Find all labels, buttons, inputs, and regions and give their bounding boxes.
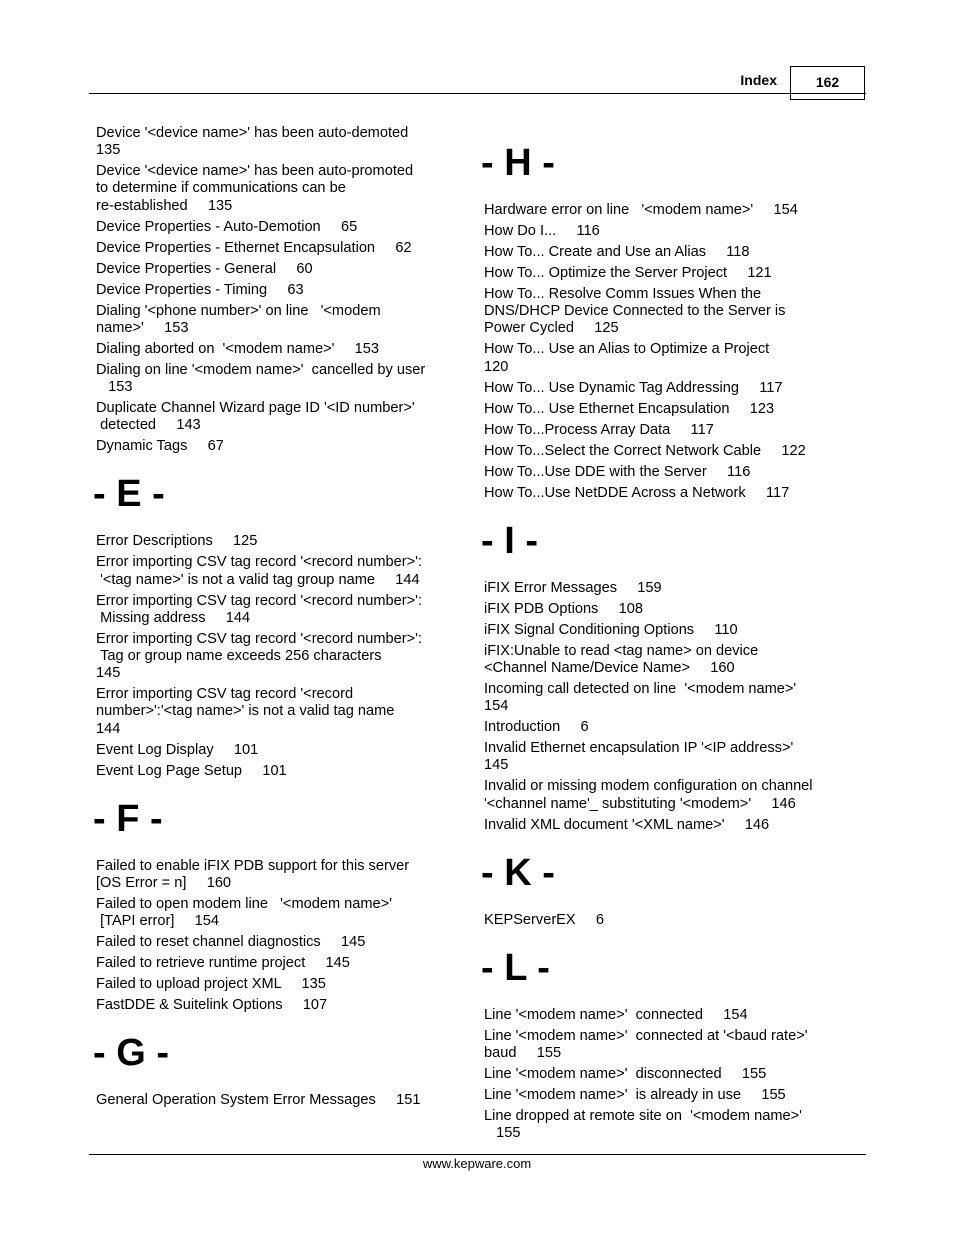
index-entry: Line '<modem name>' connected 154	[484, 1007, 748, 1024]
index-entry: Device Properties - Auto-Demotion 65	[96, 218, 358, 235]
index-entry: How To... Create and Use an Alias 118	[484, 244, 750, 260]
index-entry: Error importing CSV tag record '<record number>': Tag or group name exceeds 256 characters 145	[96, 630, 422, 682]
index-entry: Invalid or missing modem configuration on channel '<channel name'_ substituting '<modem>' 146	[484, 778, 813, 812]
index-entry: How To...Use DDE with the Server 116	[484, 463, 751, 480]
section-letter-heading: - L -	[481, 947, 550, 990]
index-entry: Line '<modem name>' connected at '<baud rate>' baud 155	[484, 1028, 808, 1062]
index-entry: iFIX PDB Options 108	[484, 600, 643, 617]
index-entry: How To... Use Ethernet Encapsulation 123	[484, 400, 775, 417]
index-entry: Error importing CSV tag record '<record number>':'<tag name>' is not a valid tag name 144	[96, 686, 395, 737]
index-entry: Error importing CSV tag record '<record number>': Missing address 144	[96, 592, 422, 626]
index-entry: Failed to upload project XML 135	[96, 976, 326, 993]
index-entry: Invalid Ethernet encapsulation IP '<IP address>' 145	[484, 740, 794, 774]
index-column-left	[93, 125, 456, 1113]
section-letter-heading: - G -	[93, 1032, 169, 1075]
footer-url: www.kepware.com	[422, 1156, 532, 1171]
index-entry: Failed to open modem line '<modem name>' [TAPI error] 154	[96, 896, 392, 930]
index-entry: iFIX Error Messages 159	[484, 579, 662, 596]
index-entry: Device '<device name>' has been auto-promoted to determine if communications can be re-established 135	[96, 163, 414, 214]
section-letter-heading: - H -	[481, 142, 555, 184]
index-entry: Event Log Display 101	[96, 741, 259, 758]
index-entry: How To...Select the Correct Network Cable 122	[484, 442, 806, 459]
index-entry: Dynamic Tags 67	[96, 438, 224, 455]
index-entry: Device '<device name>' has been auto-demoted 135	[96, 125, 409, 159]
index-entry: Device Properties - Ethernet Encapsulation 62	[96, 239, 412, 256]
index-entry: Failed to reset channel diagnostics 145	[96, 934, 366, 951]
index-entry: How Do I... 116	[484, 223, 600, 239]
index-entry: Failed to enable iFIX PDB support for this server [OS Error = n] 160	[96, 857, 410, 892]
index-entry: Line '<modem name>' disconnected 155	[484, 1066, 767, 1083]
section-letter-heading: - E -	[93, 473, 165, 516]
index-entry: Error importing CSV tag record '<record number>': '<tag name>' is not a valid tag group name 144	[96, 554, 422, 588]
index-entry: How To...Process Array Data 117	[484, 421, 714, 438]
index-entry: Device Properties - Timing 63	[96, 281, 304, 298]
index-entry: KEPServerEX 6	[484, 911, 605, 928]
index-entry: Duplicate Channel Wizard page ID '<ID number>' detected 143	[96, 400, 415, 434]
index-entry: iFIX:Unable to read <tag name> on device <Channel Name/Device Name> 160	[484, 642, 759, 677]
index-entry: Invalid XML document '<XML name>' 146	[484, 816, 770, 833]
index-entry: Failed to retrieve runtime project 145	[96, 955, 350, 972]
index-entry: General Operation System Error Messages 151	[96, 1092, 421, 1109]
section-letter-heading: - F -	[93, 797, 163, 840]
index-entry: How To... Use an Alias to Optimize a Project 120	[484, 341, 770, 375]
index-entry: Introduction 6	[484, 719, 589, 736]
index-entry: How To... Optimize the Server Project 121	[484, 265, 772, 281]
footer-rule	[89, 1154, 866, 1155]
index-entry: How To... Use Dynamic Tag Addressing 117	[484, 379, 783, 396]
page-header-title: Index	[740, 72, 777, 88]
section-letter-heading: - I -	[481, 519, 538, 562]
index-entry: Hardware error on line '<modem name>' 154	[484, 202, 798, 218]
header-rule	[89, 93, 866, 94]
index-entry: Dialing '<phone number>' on line '<modem name>' 153	[96, 302, 381, 336]
index-entry: Line '<modem name>' is already in use 155	[484, 1087, 786, 1104]
index-entry: Dialing on line '<modem name>' cancelled by user 153	[96, 361, 426, 396]
index-entry: Dialing aborted on '<modem name>' 153	[96, 340, 380, 357]
index-entry: How To...Use NetDDE Across a Network 117	[484, 484, 790, 501]
index-entry: Event Log Page Setup 101	[96, 762, 287, 779]
index-entry: Error Descriptions 125	[96, 533, 258, 550]
index-entry: iFIX Signal Conditioning Options 110	[484, 621, 738, 638]
page-number-box: 162	[790, 66, 865, 100]
index-entry: FastDDE & Suitelink Options 107	[96, 997, 328, 1014]
section-letter-heading: - K -	[481, 851, 555, 894]
index-entry: Line dropped at remote site on '<modem name>' 155	[484, 1108, 802, 1142]
index-entry: Incoming call detected on line '<modem name>' 154	[484, 681, 797, 715]
index-column-right	[481, 138, 844, 1146]
index-entry: How To... Resolve Comm Issues When the DNS/DHCP Device Connected to the Server is Power Cycled 125	[484, 286, 786, 337]
index-entry: Device Properties - General 60	[96, 260, 313, 277]
